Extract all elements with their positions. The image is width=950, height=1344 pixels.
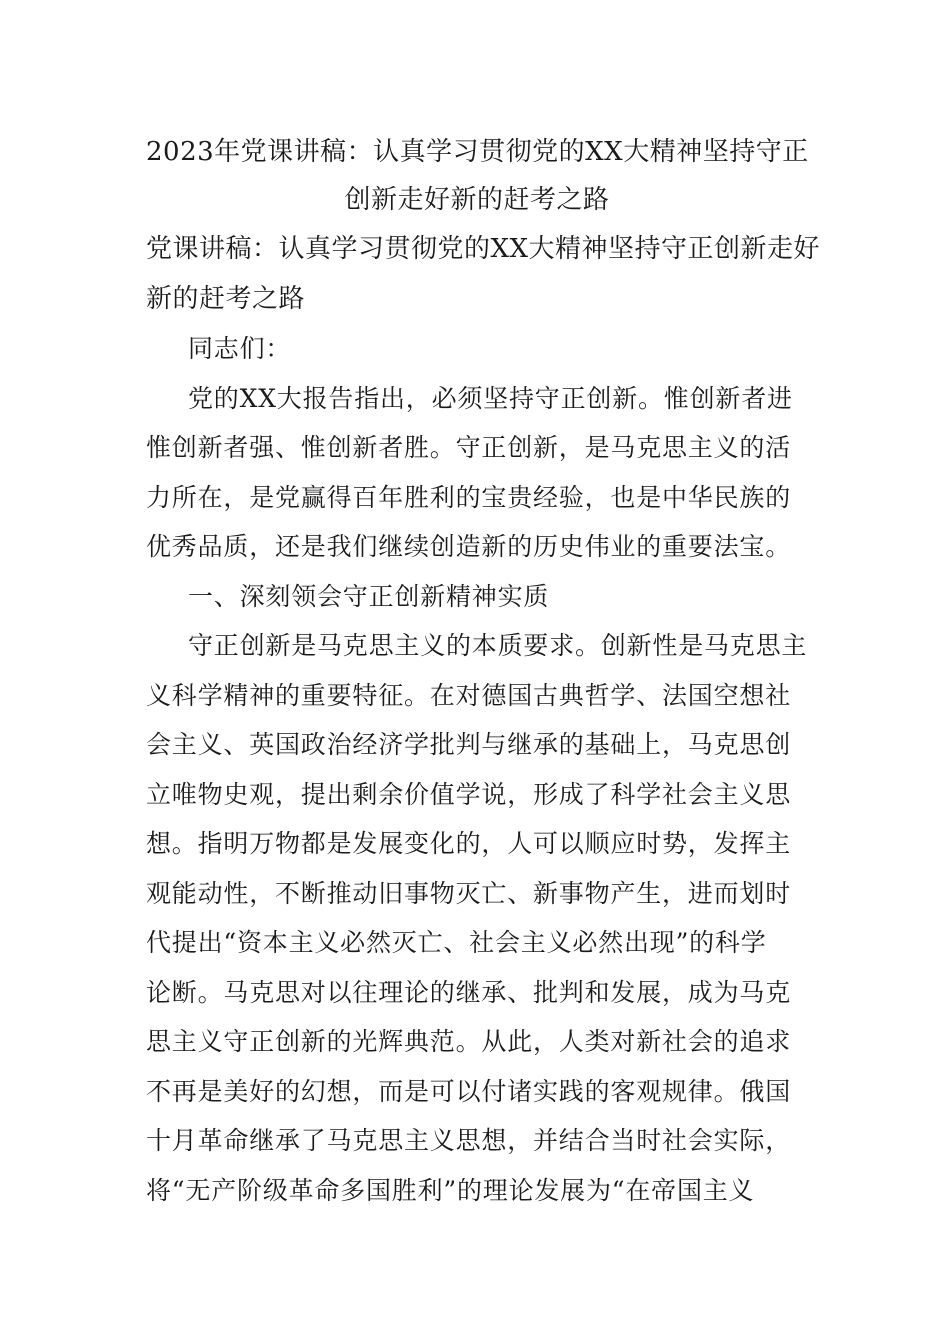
section-heading: [146, 572, 808, 622]
paragraph-line: 思主义守正创新的光辉典范。从此，人类对新社会的追求: [146, 1027, 792, 1056]
paragraph-line: 会主义、英国政治经济学批判与继承的基础上，马克思创: [146, 730, 792, 759]
paragraph-line: 代提出“资本主义必然灭亡、社会主义必然出现”的科学: [146, 928, 767, 957]
paragraph-line: 优秀品质，还是我们继续创造新的历史伟业的重要法宝。: [146, 532, 792, 561]
paragraph-intro: [146, 374, 808, 572]
salutation-text: 同志们：: [188, 334, 292, 363]
salutation: [146, 324, 808, 374]
document-subtitle: [146, 224, 821, 324]
paragraph-line: 想。指明万物都是发展变化的，人可以顺应时势，发挥主: [146, 829, 792, 858]
paragraph-line: 义科学精神的重要特征。在对德国古典哲学、法国空想社: [146, 680, 792, 710]
paragraph-line: 立唯物史观，提出剩余价值学说，形成了科学社会主义思: [146, 779, 792, 809]
paragraph-line: 不再是美好的幻想，而是可以付诸实践的客观规律。俄国: [146, 1076, 792, 1106]
section-heading-text: 一、深刻领会守正创新精神实质: [188, 581, 550, 611]
paragraph-line: 将“无产阶级革命多国胜利”的理论发展为“在帝国主义: [146, 1175, 755, 1205]
title-line: 2023年党课讲稿：认真学习贯彻党的XX大精神坚持守正: [146, 137, 809, 167]
subtitle-line: 党课讲稿：认真学习贯彻党的XX大精神坚持守正创新走好: [146, 234, 821, 264]
document-title: [146, 128, 808, 224]
paragraph-line: 论断。马克思对以往理论的继承、批判和发展，成为马克: [146, 977, 792, 1007]
paragraph-line: 党的XX大报告指出，必须坚持守正创新。惟创新者进: [188, 383, 793, 413]
paragraph-section1: [146, 621, 808, 1215]
document-page: [146, 128, 821, 1215]
paragraph-line: 惟创新者强、惟创新者胜。守正创新，是马克思主义的活: [146, 433, 792, 462]
subtitle-line: 新的赶考之路: [146, 284, 306, 314]
paragraph-line: 守正创新是马克思主义的本质要求。创新性是马克思主: [188, 631, 808, 660]
paragraph-line: 力所在，是党赢得百年胜利的宝贵经验，也是中华民族的: [146, 482, 792, 512]
title-line: 创新走好新的赶考之路: [344, 185, 610, 215]
paragraph-line: 观能动性，不断推动旧事物灭亡、新事物产生，进而划时: [146, 878, 792, 908]
paragraph-line: 十月革命继承了马克思主义思想，并结合当时社会实际，: [146, 1126, 792, 1155]
